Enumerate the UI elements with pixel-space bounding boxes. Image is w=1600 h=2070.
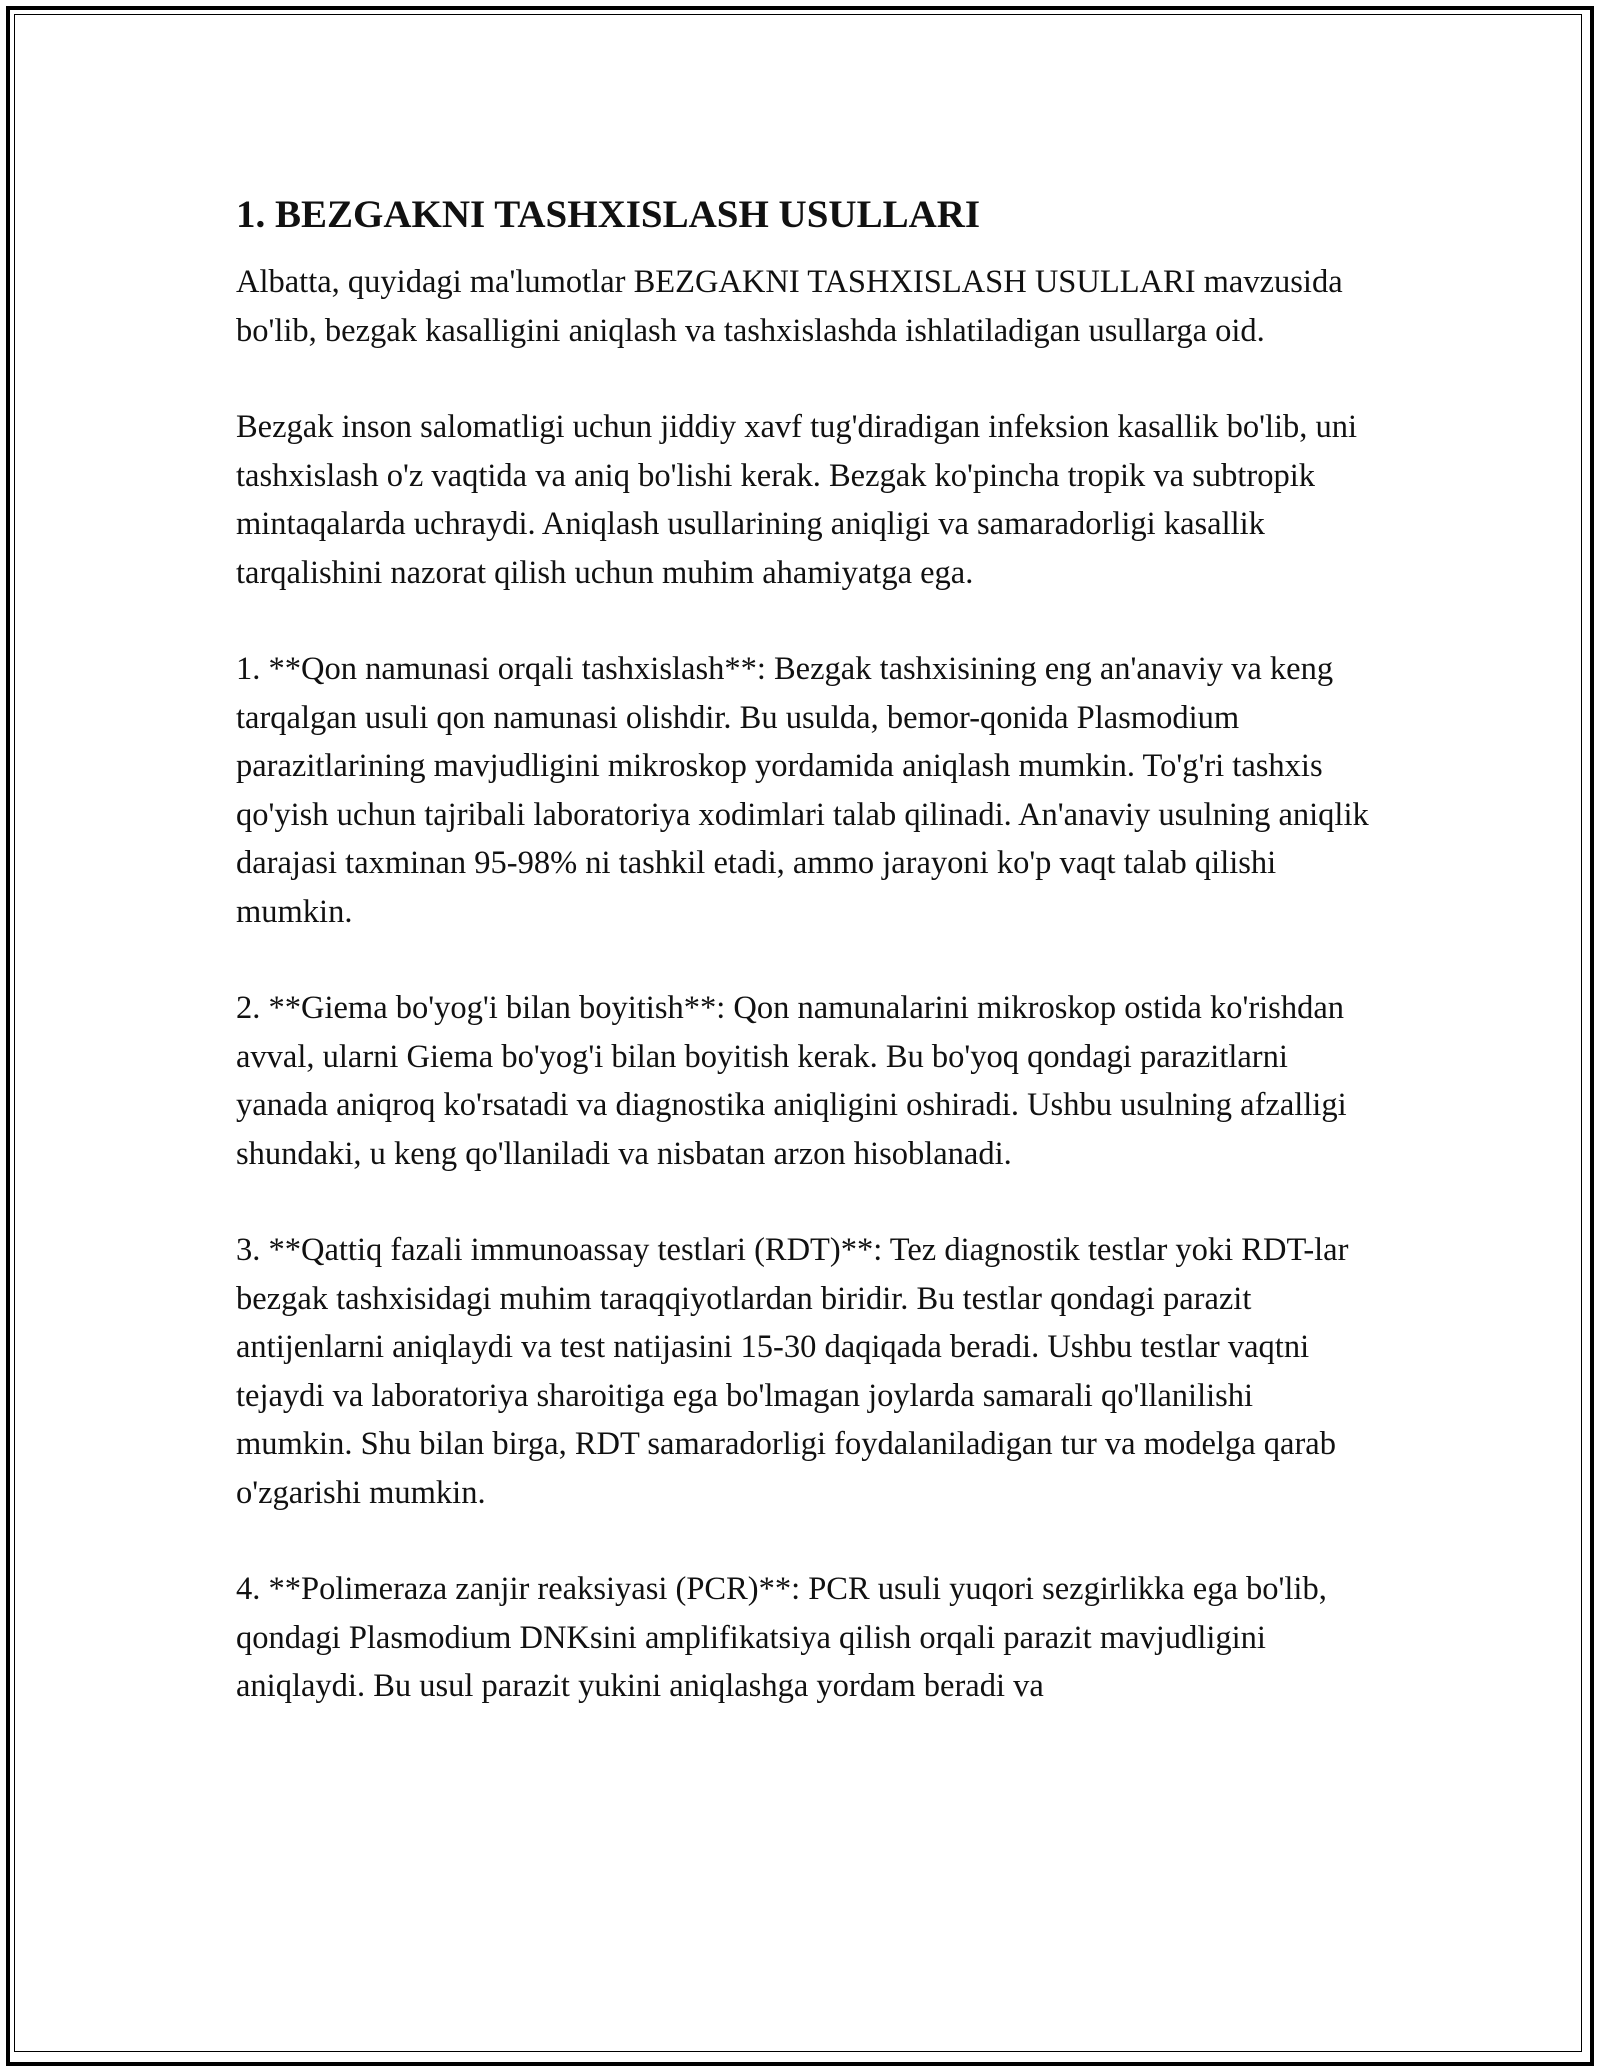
document-heading: 1. BEZGAKNI TASHXISLASH USULLARI (236, 193, 981, 236)
method-1-paragraph: 1. **Qon namunasi orqali tashxislash**: Bezgak tashxisining eng an'anaviy va keng tarqalgan usuli qon namunasi olishdir. Bu usulda, bemor-qonida Plasmodium parazitlarining mavjudligini mikroskop yordamida aniqlash mumkin. To'g'ri tashxis qo'yish uchun tajribali laboratoriya xodimlari talab qilinadi. An'anaviy usulning aniqlik darajasi taxminan 95-98% ni tashkil etadi, ammo jarayoni ko'p vaqt talab qilishi mumkin. (236, 651, 1369, 930)
method-2-paragraph: 2. **Giema bo'yog'i bilan boyitish**: Qon namunalarini mikroskop ostida ko'rishdan avval, ularni Giema bo'yog'i bilan boyitish kerak. Bu bo'yoq qondagi parazitlarni yanada aniqroq ko'rsatadi va diagnostika aniqligini oshiradi. Ushbu usulning afzalligi shundaki, u keng qo'llaniladi va nisbatan arzon hisoblanadi. (236, 990, 1347, 1172)
document-body (236, 192, 1376, 1759)
intro-paragraph: Albatta, quyidagi ma'lumotlar BEZGAKNI TASHXISLASH USULLARI mavzusida bo'lib, bezgak kasalligini aniqlash va tashxislashda ishlatiladigan usullarga oid. (236, 264, 1343, 349)
method-3-paragraph: 3. **Qattiq fazali immunoassay testlari (RDT)**: Tez diagnostik testlar yoki RDT-lar bezgak tashxisidagi muhim taraqqiyotlardan biridir. Bu testlar qondagi parazit antijenlarni aniqlaydi va test natijasini 15-30 daqiqada beradi. Ushbu testlar vaqtni tejaydi va laboratoriya sharoitiga ega bo'lmagan joylarda samarali qo'llanilishi mumkin. Shu bilan birga, RDT samaradorligi foydalaniladigan tur va modelga qarab o'zgarishi mumkin. (236, 1232, 1349, 1511)
method-4-paragraph: 4. **Polimeraza zanjir reaksiyasi (PCR)**: PCR usuli yuqori sezgirlikka ega bo'lib, qondagi Plasmodium DNKsini amplifikatsiya qilish orqali parazit mavjudligini aniqlaydi. Bu usul parazit yukini aniqlashga yordam beradi va (236, 1571, 1327, 1704)
background-paragraph: Bezgak inson salomatligi uchun jiddiy xavf tug'diradigan infeksion kasallik bo'lib, uni tashxislash o'z vaqtida va aniq bo'lishi kerak. Bezgak ko'pincha tropik va subtropik mintaqalarda uchraydi. Aniqlash usullarining aniqligi va samaradorligi kasallik tarqalishini nazorat qilish uchun muhim ahamiyatga ega. (236, 409, 1358, 591)
